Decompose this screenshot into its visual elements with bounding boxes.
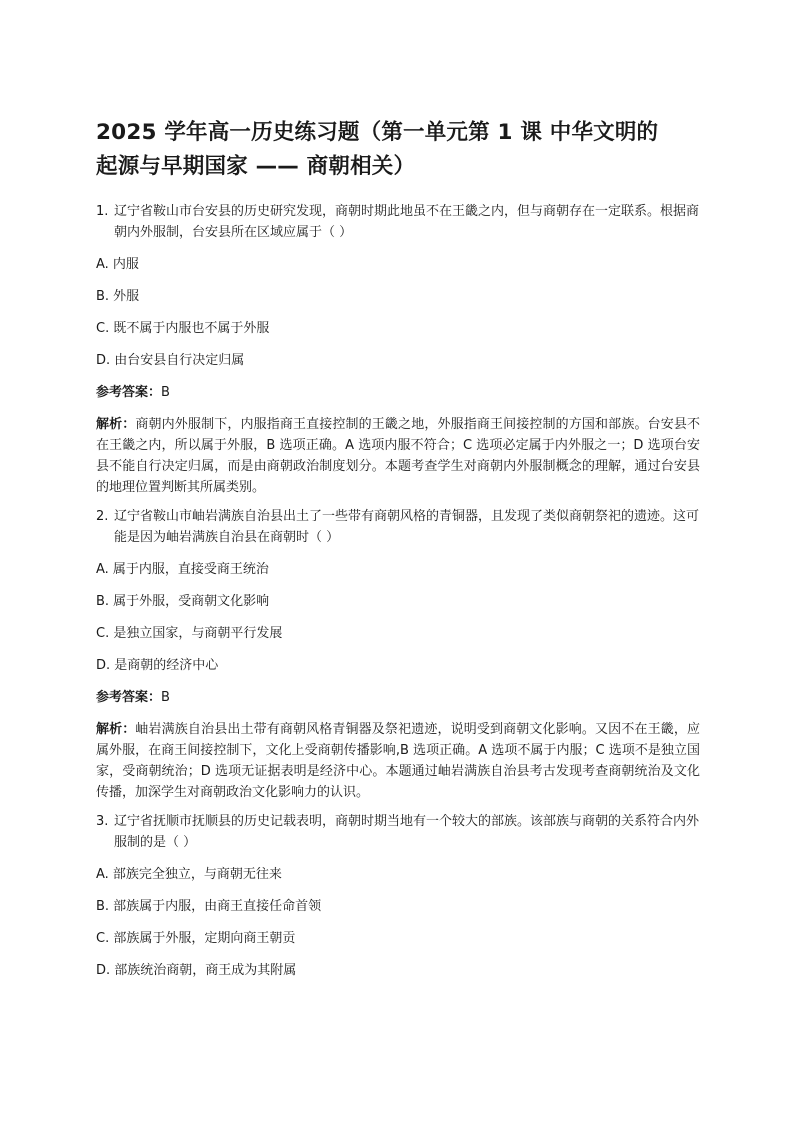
answer-value: B — [161, 385, 170, 400]
option-c: C. 部族属于外服，定期向商王朝贡 — [96, 931, 296, 946]
answer-label: 参考答案： — [96, 690, 162, 705]
title-line-2: 起源与早期国家 —— 商朝相关） — [96, 154, 416, 179]
option-b: B. 属于外服，受商朝文化影响 — [96, 594, 270, 609]
question-text: 辽宁省鞍山市岫岩满族自治县出土了一些带有商朝风格的青铜器，且发现了类似商朝祭祀的遗迹。这可能是因为岫岩满族自治县在商朝时（ ） — [114, 509, 700, 545]
explanation-text: 商朝内外服制下，内服指商王直接控制的王畿之地，外服指商王间接控制的方国和部族。台安县不在王畿之内，所以属于外服，B 选项正确。A 选项内服不符合；C 选项必定属于内外服之一；D 选项台安县不能自行决定归属，而是由商朝政治制度划分。本题考查学生对商朝内外服制概念的理解，通过台安县的地理位置判断其所属类别。 — [96, 417, 700, 495]
option-b: B. 外服 — [96, 289, 140, 304]
question-2 — [96, 506, 700, 548]
title-line-1: 2025 学年高一历史练习题（第一单元第 1 课 中华文明的 — [96, 120, 659, 145]
option-a: A. 部族完全独立，与商朝无往来 — [96, 867, 282, 882]
option-a: A. 属于内服，直接受商王统治 — [96, 562, 269, 577]
document-page — [96, 116, 700, 992]
option-c: C. 既不属于内服也不属于外服 — [96, 321, 270, 336]
question-text: 辽宁省鞍山市台安县的历史研究发现，商朝时期此地虽不在王畿之内，但与商朝存在一定联系。根据商朝内外服制，台安县所在区域应属于（ ） — [114, 204, 700, 240]
option-b: B. 部族属于内服，由商王直接任命首领 — [96, 899, 322, 914]
option-d: D. 由台安县自行决定归属 — [96, 353, 245, 368]
question-text: 辽宁省抚顺市抚顺县的历史记载表明，商朝时期当地有一个较大的部族。该部族与商朝的关系符合内外服制的是（ ） — [114, 814, 700, 850]
answer — [96, 382, 700, 403]
explanation-text: 岫岩满族自治县出土带有商朝风格青铜器及祭祀遗迹，说明受到商朝文化影响。又因不在王畿，应属外服，在商王间接控制下，文化上受商朝传播影响,B 选项正确。A 选项不属于内服；C 选项不是独立国家，受商朝统治；D 选项无证据表明是经济中心。本题通过岫岩满族自治县考古发现考查商朝统治及文化传播，加深学生对商朝政治文化影响力的认识。 — [96, 722, 700, 800]
question-3 — [96, 811, 700, 853]
question-number: 2. — [96, 509, 109, 524]
explanation — [96, 414, 700, 498]
question-1 — [96, 201, 700, 243]
option-d: D. 部族统治商朝，商王成为其附属 — [96, 963, 297, 978]
answer-label: 参考答案： — [96, 385, 162, 400]
option-a: A. 内服 — [96, 257, 139, 272]
answer-value: B — [161, 690, 170, 705]
option-c: C. 是独立国家，与商朝平行发展 — [96, 626, 283, 641]
answer — [96, 687, 700, 708]
option-d: D. 是商朝的经济中心 — [96, 658, 219, 673]
question-number: 1. — [96, 204, 109, 219]
explanation — [96, 719, 700, 803]
question-number: 3. — [96, 814, 109, 829]
explanation-label: 解析： — [96, 722, 136, 737]
page-title — [96, 116, 700, 184]
explanation-label: 解析： — [96, 417, 136, 432]
